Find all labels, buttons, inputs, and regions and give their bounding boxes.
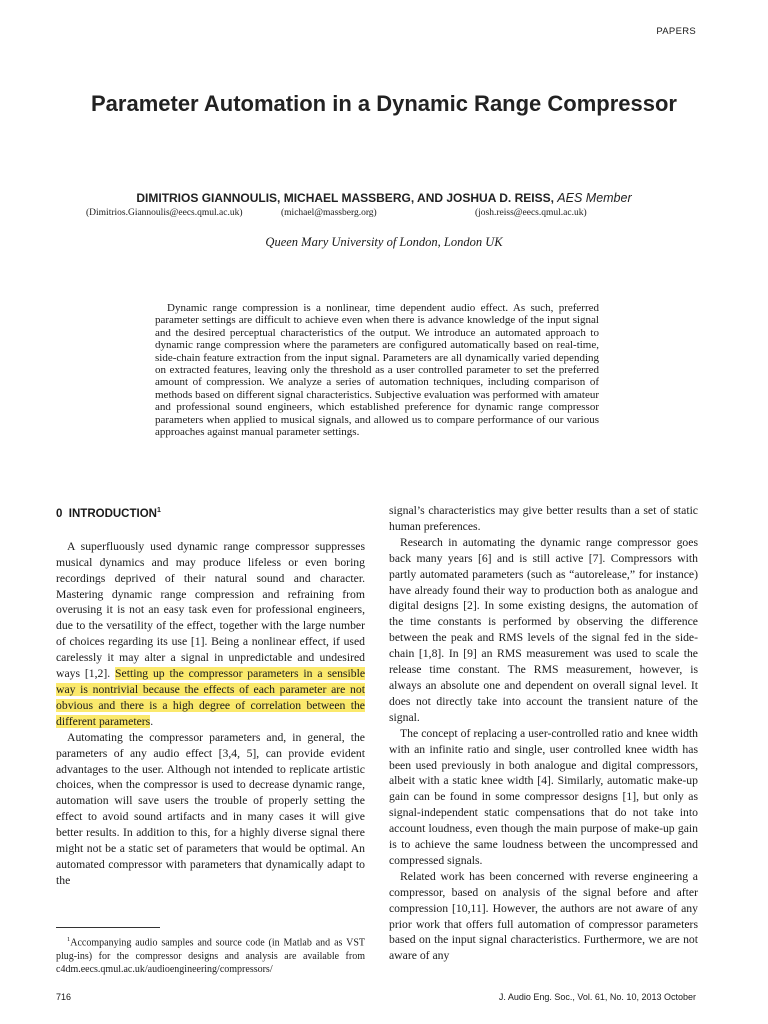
footnote-marker: 1 [156, 507, 161, 514]
authors-line [0, 191, 768, 205]
paragraph-2-continued: signal’s characteristics may give better results than a set of static human preferences. [389, 504, 698, 533]
affiliation: Queen Mary University of London, London UK [265, 235, 503, 249]
paper-title: Parameter Automation in a Dynamic Range Compressor [90, 91, 677, 116]
section-number: 0 [56, 507, 63, 520]
section-tag: PAPERS [656, 26, 696, 37]
paragraph-1 [56, 539, 365, 730]
paragraph-4: The concept of replacing a user-controlled ratio and knee width with an infinite ratio and single, user controlled knee width has been used previously in both analogue and digital compressors, albeit with a static knee width [4]. Similarly, automatic make-up gain can be found in some compressor designs [1], but only as signal-independent static compensations that do not take into account loudness, even though the main purpose of make-up gain is to achieve the same loudness between the uncompressed and compressed signals. [389, 726, 698, 867]
footnote-number: 1 [67, 936, 71, 943]
section-title: INTRODUCTION [68, 507, 157, 520]
paragraph-1-text: A superfluously used dynamic range compressor suppresses musical dynamics and may produce lifeless or even boring recordings deprived of their natural sound and character. Mastering dynamic range compression and refraining from overusing it is not an easy task even for professional engineers, due to the versatility of the effect, together with the large number of choices regarding its use [1]. Being a nonlinear effect, if used carelessly it may alter a signal in unpredictable and undesired ways [1,2]. [56, 539, 365, 681]
highlighted-passage: Setting up the compressor parameters in a sensible way is nontrivial because the effects of each parameter are not obvious and there is a high degree of correlation between the different parameters [56, 667, 366, 728]
paragraph-2: Automating the compressor parameters and, in general, the parameters of any audio effect [3,4, 5], can provide evident advantages to the user. Although not intended to replicate artistic choices, when the compressor is used to decrease dynamic range, automation will save users the trouble of properly setting the effect to avoid sound artifacts and in many cases it will give better results. In addition to this, for a highly diverse signal there might not be a static set of parameters that would be optimal. An automated compressor with parameters that dynamically adapt to the [56, 730, 365, 887]
footnote-divider [56, 927, 160, 928]
journal-reference: J. Audio Eng. Soc., Vol. 61, No. 10, 2013 October [498, 992, 696, 1002]
author-email-3[interactable]: (josh.reiss@eecs.qmul.ac.uk) [475, 208, 587, 218]
author-email-2[interactable]: (michael@massberg.org) [281, 208, 377, 218]
paragraph-3: Research in automating the dynamic range compressor goes back many years [6] and is still active [7]. Compressors with partly automated parameters (such as “autorelease,” for instance) have already found their way to production both as analogue and digital designs [2]. In some existing designs, the automation of the time constants is performed by observing the difference between the peak and RMS levels of the signal fed in the side-chain [1,8]. In [9] an RMS measurement was used to scale the release time constant. The RMS measurement, however, is always an absolute one and dependent on overall signal level. It does not directly take into account the transient nature of the signal. [389, 535, 698, 724]
right-column [389, 503, 698, 964]
paragraph-1-end: . [150, 714, 154, 728]
section-heading [56, 503, 365, 522]
paragraph-5: Related work has been concerned with reverse engineering a compressor, based on analysis of the signal before and after compression [10,11]. However, the authors are not aware of any prior work that offers full automation of compressor parameters based on the input signal characteristics. Furthermore, we are not aware of any [389, 869, 698, 963]
author-email-1[interactable]: (Dimitrios.Giannoulis@eecs.qmul.ac.uk) [86, 208, 243, 218]
abstract: Dynamic range compression is a nonlinear, time dependent audio effect. As such, preferred parameter settings are difficult to achieve even when there is advance knowledge of the input signal and the desired perceptual characteristics of the output. We introduce an automated approach to dynamic range compression where the parameters are configured automatically based on real-time, side-chain feature extraction from the input signal. Parameters are all dynamically varied depending on extracted features, leaving only the threshold as a user controlled parameter to set the preferred amount of compression. We analyze a series of automation techniques, including comparison of methods based on different signal characteristics. Subjective evaluation was performed with amateur and professional sound engineers, which established preference for dynamic range compressor parameters when applied to musical signals, and allowed us to compare performance of our various approaches against manual parameter settings. [155, 302, 599, 439]
footnote-text: Accompanying audio samples and source code (in Matlab and as VST plug-ins) for the compressor designs and analysis are available from c4dm.eecs.qmul.ac.uk/audioengineering/compressors/ [56, 937, 365, 975]
aes-membership: AES Member [557, 191, 632, 205]
author-names: DIMITRIOS GIANNOULIS, MICHAEL MASSBERG, AND JOSHUA D. REISS, [136, 191, 554, 205]
footnote [56, 933, 365, 976]
page-number: 716 [56, 992, 72, 1002]
left-column [56, 503, 365, 889]
